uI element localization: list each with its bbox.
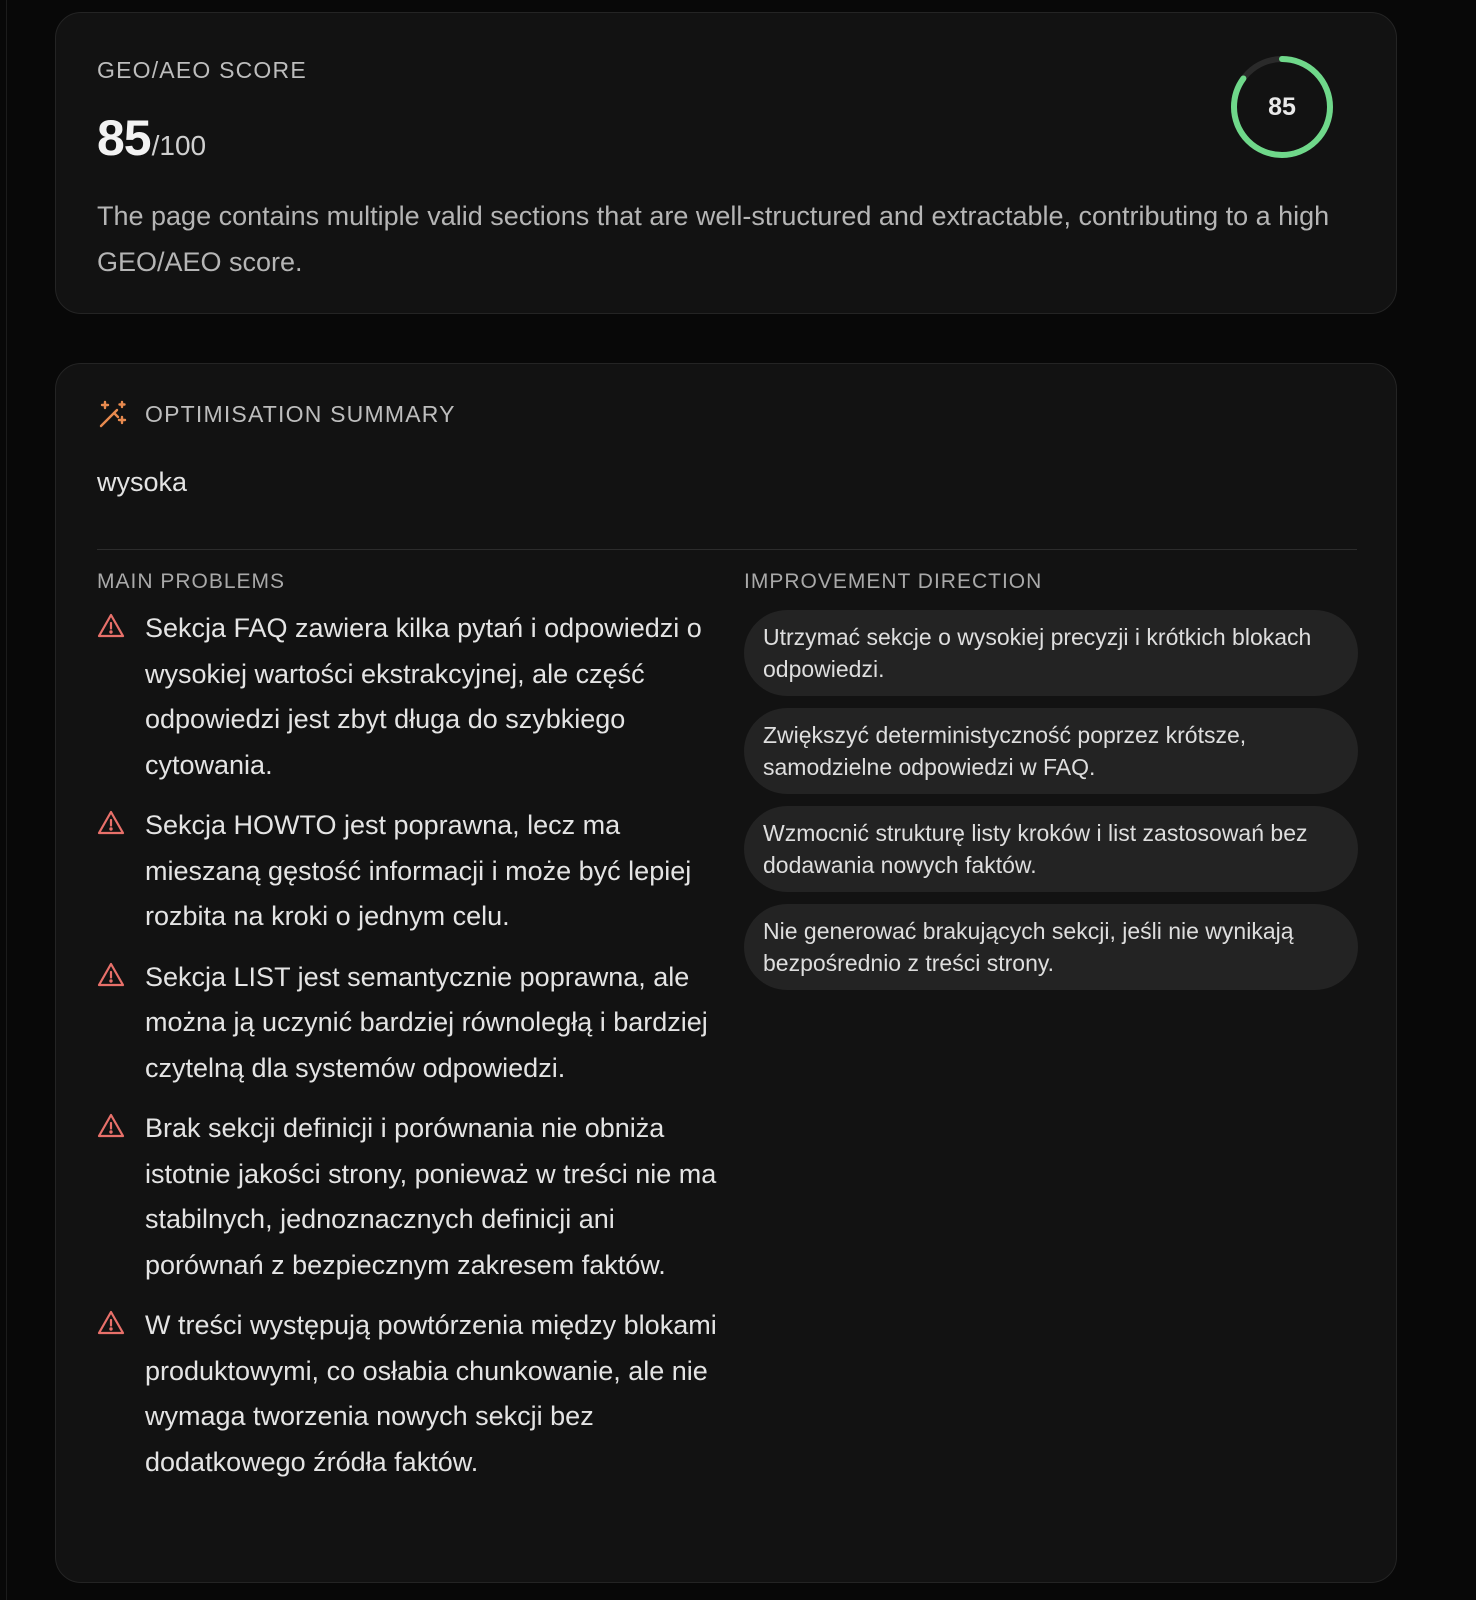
geo-aeo-score-card	[55, 12, 1397, 314]
warning-triangle-icon	[97, 809, 125, 837]
problem-text: W treści występują powtórzenia między blokami produktowymi, co osłabia chunkowanie, ale nie wymaga tworzenia nowych sekcji bez dodatkowego źródła faktów.	[145, 1310, 717, 1477]
problem-item	[97, 803, 717, 940]
score-ring-value: 85	[1268, 93, 1296, 121]
problem-text: Sekcja HOWTO jest poprawna, lecz ma mieszaną gęstość informacji i może być lepiej rozbita na kroki o jednym celu.	[145, 810, 692, 931]
warning-triangle-icon	[97, 612, 125, 640]
improvement-direction-list	[744, 610, 1358, 1002]
score-value: 85	[97, 110, 151, 166]
problem-item	[97, 606, 717, 788]
warning-triangle-icon	[97, 1309, 125, 1337]
problem-text: Sekcja LIST jest semantycznie poprawna, ale można ją uczynić bardziej równoległą i bardziej czytelną dla systemów odpowiedzi.	[145, 961, 708, 1083]
problem-item	[97, 1303, 717, 1485]
main-problems-list	[97, 606, 717, 1500]
improvement-direction-label: IMPROVEMENT DIRECTION	[744, 570, 1043, 593]
score-max: /100	[151, 130, 207, 161]
direction-pill: Zwiększyć deterministyczność poprzez krótsze, samodzielne odpowiedzi w FAQ.	[744, 708, 1358, 794]
score-ring-gauge	[1228, 53, 1336, 161]
problem-item	[97, 1106, 717, 1288]
problem-item	[97, 955, 717, 1092]
main-problems-label: MAIN PROBLEMS	[97, 570, 286, 593]
section-divider	[97, 549, 1357, 550]
problem-text: Sekcja FAQ zawiera kilka pytań i odpowiedzi o wysokiej wartości ekstrakcyjnej, ale część odpowiedzi jest zbyt długa do szybkiego cytowania.	[145, 613, 702, 780]
direction-pill: Nie generować brakujących sekcji, jeśli nie wynikają bezpośrednio z treści strony.	[744, 904, 1358, 990]
warning-triangle-icon	[97, 1112, 125, 1140]
problem-text: Brak sekcji definicji i porównania nie obniża istotnie jakości strony, ponieważ w treści nie ma stabilnych, jednoznacznych definicji ani porównań z bezpiecznym zakresem faktów.	[145, 1113, 717, 1280]
direction-pill: Wzmocnić strukturę listy kroków i list zastosowań bez dodawania nowych faktów.	[744, 806, 1358, 892]
summary-card-label: OPTIMISATION SUMMARY	[145, 400, 456, 427]
magic-wand-icon	[97, 398, 129, 430]
score-card-label: GEO/AEO SCORE	[97, 57, 307, 83]
warning-triangle-icon	[97, 961, 125, 989]
score-display	[97, 109, 206, 167]
direction-pill: Utrzymać sekcje o wysokiej precyzji i krótkich blokach odpowiedzi.	[744, 610, 1358, 696]
score-description: The page contains multiple valid sections that are well-structured and extractable, contributing to a high GEO/AEO score.	[97, 201, 1330, 277]
page-left-border	[6, 0, 7, 1600]
summary-level: wysoka	[97, 467, 188, 497]
optimisation-summary-card	[55, 363, 1397, 1583]
summary-header	[97, 398, 456, 430]
